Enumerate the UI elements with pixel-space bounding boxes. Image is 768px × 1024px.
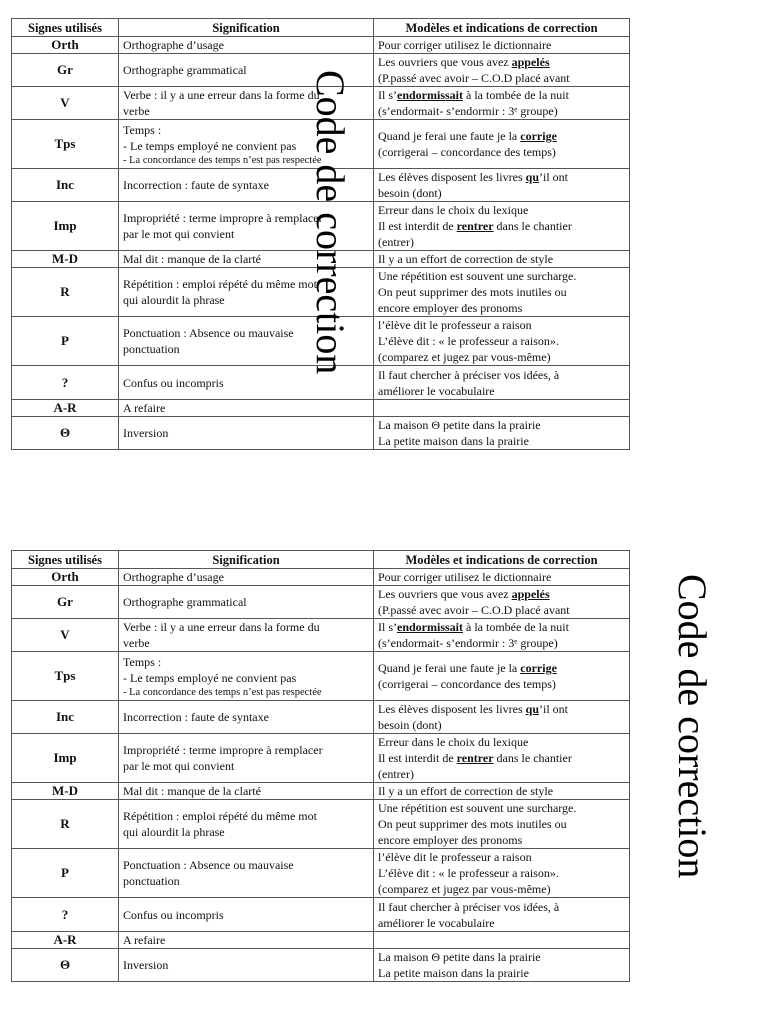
meaning-line: verbe [123, 636, 150, 650]
sign-cell: V [12, 619, 119, 652]
model-line [378, 635, 625, 651]
model-text: Il s’ [378, 620, 397, 634]
model-text: Les ouvriers que vous avez [378, 587, 512, 601]
header-meaning: Signification [119, 19, 374, 37]
header-sign: Signes utilisés [12, 19, 119, 37]
table-row [12, 569, 630, 586]
highlighted-word: endormissait [397, 620, 463, 634]
model-text: améliorer le vocabulaire [378, 915, 495, 930]
model-cell [374, 417, 630, 450]
sign-cell: Orth [12, 37, 119, 54]
meaning-line: qui alourdit la phrase [123, 293, 225, 307]
model-line [378, 268, 625, 284]
model-text: On peut supprimer des mots inutiles ou [378, 285, 567, 299]
meaning-line: Verbe : il y a une erreur dans la forme du [123, 88, 320, 102]
sign-cell: Imp [12, 734, 119, 783]
highlighted-word: appelés [511, 587, 550, 601]
sign-cell: Orth [12, 569, 119, 586]
model-text: Quand je ferai une faute je la [378, 661, 521, 675]
model-line [378, 284, 625, 300]
model-text: Erreur dans le choix du lexique [378, 203, 529, 217]
model-text: (corrigerai – concordance des temps) [378, 145, 556, 159]
correction-code-table-bottom [11, 550, 630, 982]
model-line [378, 750, 625, 766]
model-line [378, 766, 625, 782]
sign-cell: Tps [12, 120, 119, 169]
meaning-line: verbe [123, 104, 150, 118]
model-line [378, 128, 625, 144]
model-line [378, 899, 625, 915]
model-text: Erreur dans le choix du lexique [378, 735, 529, 749]
sign-cell: Imp [12, 202, 119, 251]
model-line [378, 37, 625, 53]
model-text: Les élèves disposent les livres [378, 702, 526, 716]
meaning-cell [119, 783, 374, 800]
sign-cell: V [12, 87, 119, 120]
model-text: Les ouvriers que vous avez [378, 55, 512, 69]
sign-cell: P [12, 849, 119, 898]
model-text: à la tombée de la nuit [463, 620, 569, 634]
model-text: (comparez et jugez par vous-même) [378, 882, 551, 896]
model-line [378, 103, 625, 119]
meaning-line: Impropriété : terme impropre à remplacer [123, 211, 323, 225]
header-model: Modèles et indications de correction [374, 551, 630, 569]
table-row [12, 619, 630, 652]
highlighted-word: appelés [511, 55, 550, 69]
meaning-line: ponctuation [123, 342, 180, 356]
model-line [378, 383, 625, 399]
meaning-line: Ponctuation : Absence ou mauvaise [123, 326, 294, 340]
sign-cell: Θ [12, 417, 119, 450]
model-text: Une répétition est souvent une surcharge. [378, 801, 577, 815]
meaning-line: Incorrection : faute de syntaxe [123, 178, 269, 192]
model-cell [374, 701, 630, 734]
model-text: ’il ont [539, 702, 568, 716]
meaning-line: Incorrection : faute de syntaxe [123, 710, 269, 724]
table-row [12, 734, 630, 783]
model-text: Il faut chercher à préciser vos idées, à [378, 899, 560, 914]
table-header-row [12, 551, 630, 569]
model-cell [374, 800, 630, 849]
meaning-line: Temps : [123, 122, 162, 137]
meaning-line: - La concordance des temps n’est pas respectée [123, 686, 322, 698]
meaning-line: Ponctuation : Absence ou mauvaise [123, 858, 294, 872]
model-line [378, 54, 625, 70]
model-text: (entrer) [378, 235, 414, 249]
model-line [378, 800, 625, 816]
model-text: (corrigerai – concordance des temps) [378, 677, 556, 691]
table-row [12, 949, 630, 982]
model-text: La petite maison dans la prairie [378, 966, 529, 980]
highlighted-word: corrige [520, 129, 557, 143]
meaning-line: qui alourdit la phrase [123, 825, 225, 839]
meaning-line: A refaire [123, 933, 166, 947]
meaning-line: Confus ou incompris [123, 907, 224, 922]
sign-cell: Inc [12, 169, 119, 202]
model-line [378, 881, 625, 897]
model-cell [374, 54, 630, 87]
meaning-line: par le mot qui convient [123, 227, 235, 241]
table-row [12, 701, 630, 734]
model-text: ’il ont [539, 170, 568, 184]
model-line [378, 865, 625, 881]
model-text: à la tombée de la nuit [463, 88, 569, 102]
model-text: Quand je ferai une faute je la [378, 129, 521, 143]
sign-cell: R [12, 268, 119, 317]
model-cell [374, 898, 630, 932]
meaning-line: Orthographe d’usage [123, 570, 224, 584]
meaning-cell [119, 569, 374, 586]
model-cell [374, 849, 630, 898]
meaning-line: Orthographe d’usage [123, 38, 224, 52]
model-text: besoin (dont) [378, 718, 442, 732]
model-line [378, 734, 625, 750]
model-line [378, 87, 625, 103]
table-row [12, 800, 630, 849]
model-cell [374, 569, 630, 586]
model-line [378, 586, 625, 602]
sign-cell: Inc [12, 701, 119, 734]
model-line [378, 717, 625, 733]
meaning-cell [119, 898, 374, 932]
model-line [378, 965, 625, 981]
meaning-line: Répétition : emploi répété du même mot [123, 277, 317, 291]
highlighted-word: endormissait [397, 88, 463, 102]
model-line [378, 701, 625, 717]
sign-cell: ? [12, 898, 119, 932]
meaning-cell [119, 652, 374, 701]
model-cell [374, 120, 630, 169]
header-model: Modèles et indications de correction [374, 19, 630, 37]
table-row [12, 586, 630, 619]
model-text: (comparez et jugez par vous-même) [378, 350, 551, 364]
sign-cell: Gr [12, 586, 119, 619]
vertical-title-overlay: Code de correction [308, 70, 353, 375]
meaning-cell [119, 619, 374, 652]
model-cell [374, 366, 630, 400]
meaning-line: Répétition : emploi répété du même mot [123, 809, 317, 823]
model-text: Il y a un effort de correction de style [378, 784, 554, 798]
model-text: (s’endormait- s’endormir : 3ᵉ groupe) [378, 104, 558, 118]
model-line [378, 602, 625, 618]
model-text: l’élève dit le professeur a raison [378, 850, 532, 864]
model-line [378, 144, 625, 160]
sign-cell: Tps [12, 652, 119, 701]
table-row [12, 37, 630, 54]
meaning-line: Temps : [123, 654, 162, 669]
model-cell [374, 586, 630, 619]
model-text: La petite maison dans la prairie [378, 434, 529, 448]
model-text: L’élève dit : « le professeur a raison». [378, 866, 559, 880]
table-row [12, 417, 630, 450]
model-line [378, 251, 625, 267]
model-text: Il est interdit de [378, 751, 457, 765]
model-line [378, 569, 625, 585]
meaning-cell [119, 701, 374, 734]
model-text: dans le chantier [493, 751, 572, 765]
meaning-line: Inversion [123, 958, 169, 972]
meaning-cell [119, 734, 374, 783]
sign-cell: M-D [12, 783, 119, 800]
model-cell [374, 619, 630, 652]
meaning-cell [119, 37, 374, 54]
model-cell [374, 949, 630, 982]
meaning-line: Verbe : il y a une erreur dans la forme du [123, 620, 320, 634]
sign-cell: P [12, 317, 119, 366]
meaning-line: A refaire [123, 401, 166, 415]
model-text: dans le chantier [493, 219, 572, 233]
model-text: La maison Θ petite dans la prairie [378, 950, 541, 964]
model-line [378, 676, 625, 692]
model-line [378, 949, 625, 965]
table-row [12, 932, 630, 949]
meaning-cell [119, 586, 374, 619]
meaning-cell [119, 932, 374, 949]
model-line [378, 619, 625, 635]
model-line [378, 783, 625, 799]
meaning-cell [119, 949, 374, 982]
model-cell [374, 734, 630, 783]
model-line [378, 849, 625, 865]
model-line [378, 70, 625, 86]
model-cell [374, 932, 630, 949]
meaning-line: Mal dit : manque de la clarté [123, 252, 261, 266]
highlighted-word: corrige [520, 661, 557, 675]
model-line [378, 367, 625, 383]
model-text: l’élève dit le professeur a raison [378, 318, 532, 332]
model-line [378, 300, 625, 316]
meaning-line: - La concordance des temps n’est pas respectée [123, 154, 322, 166]
model-cell [374, 37, 630, 54]
model-text: Une répétition est souvent une surcharge. [378, 269, 577, 283]
table-row [12, 400, 630, 417]
model-line [378, 660, 625, 676]
model-cell [374, 652, 630, 701]
model-line [378, 816, 625, 832]
model-line [378, 317, 625, 333]
model-text: Pour corriger utilisez le dictionnaire [378, 570, 552, 584]
meaning-cell [119, 400, 374, 417]
model-cell [374, 202, 630, 251]
sign-cell: R [12, 800, 119, 849]
highlighted-word: rentrer [456, 219, 494, 233]
meaning-line: Impropriété : terme impropre à remplacer [123, 743, 323, 757]
model-text: Pour corriger utilisez le dictionnaire [378, 38, 552, 52]
model-text: (entrer) [378, 767, 414, 781]
model-line [378, 333, 625, 349]
model-text: améliorer le vocabulaire [378, 383, 495, 398]
highlighted-word: qu [525, 702, 539, 716]
model-cell [374, 251, 630, 268]
model-text: Il faut chercher à préciser vos idées, à [378, 367, 560, 382]
sign-cell: M-D [12, 251, 119, 268]
sign-cell: Gr [12, 54, 119, 87]
meaning-line: Inversion [123, 426, 169, 440]
meaning-cell [119, 849, 374, 898]
model-text: La maison Θ petite dans la prairie [378, 418, 541, 432]
model-line [378, 832, 625, 848]
sign-cell: ? [12, 366, 119, 400]
meaning-line: - Le temps employé ne convient pas [123, 670, 297, 685]
sign-cell: A-R [12, 400, 119, 417]
model-text: (P.passé avec avoir – C.O.D placé avant [378, 603, 570, 617]
header-sign: Signes utilisés [12, 551, 119, 569]
model-text: besoin (dont) [378, 186, 442, 200]
table-row [12, 849, 630, 898]
meaning-line: - Le temps employé ne convient pas [123, 138, 297, 153]
model-cell [374, 87, 630, 120]
meaning-line: Orthographe grammatical [123, 595, 247, 609]
sign-cell: Θ [12, 949, 119, 982]
meaning-line: Mal dit : manque de la clarté [123, 784, 261, 798]
meaning-cell [119, 417, 374, 450]
vertical-title-side: Code de correction [670, 574, 715, 879]
meaning-line: par le mot qui convient [123, 759, 235, 773]
model-line [378, 169, 625, 185]
model-text: encore employer des pronoms [378, 833, 523, 847]
highlighted-word: rentrer [456, 751, 494, 765]
model-text: (s’endormait- s’endormir : 3ᵉ groupe) [378, 636, 558, 650]
model-text: Il s’ [378, 88, 397, 102]
model-text: Il est interdit de [378, 219, 457, 233]
meaning-line: Confus ou incompris [123, 375, 224, 390]
model-text: L’élève dit : « le professeur a raison». [378, 334, 559, 348]
model-text: Il y a un effort de correction de style [378, 252, 554, 266]
model-line [378, 433, 625, 449]
table-header-row [12, 19, 630, 37]
model-text: encore employer des pronoms [378, 301, 523, 315]
model-text: Les élèves disposent les livres [378, 170, 526, 184]
model-cell [374, 400, 630, 417]
model-line [378, 202, 625, 218]
model-text: On peut supprimer des mots inutiles ou [378, 817, 567, 831]
sign-cell: A-R [12, 932, 119, 949]
model-line [378, 417, 625, 433]
model-text: (P.passé avec avoir – C.O.D placé avant [378, 71, 570, 85]
model-line [378, 185, 625, 201]
model-cell [374, 317, 630, 366]
meaning-line: ponctuation [123, 874, 180, 888]
meaning-cell [119, 800, 374, 849]
model-cell [374, 268, 630, 317]
model-line [378, 218, 625, 234]
model-line [378, 234, 625, 250]
meaning-line: Orthographe grammatical [123, 63, 247, 77]
model-line [378, 915, 625, 931]
model-line [378, 349, 625, 365]
table-row [12, 652, 630, 701]
table-row [12, 898, 630, 932]
table-row [12, 783, 630, 800]
model-cell [374, 783, 630, 800]
model-cell [374, 169, 630, 202]
highlighted-word: qu [525, 170, 539, 184]
header-meaning: Signification [119, 551, 374, 569]
